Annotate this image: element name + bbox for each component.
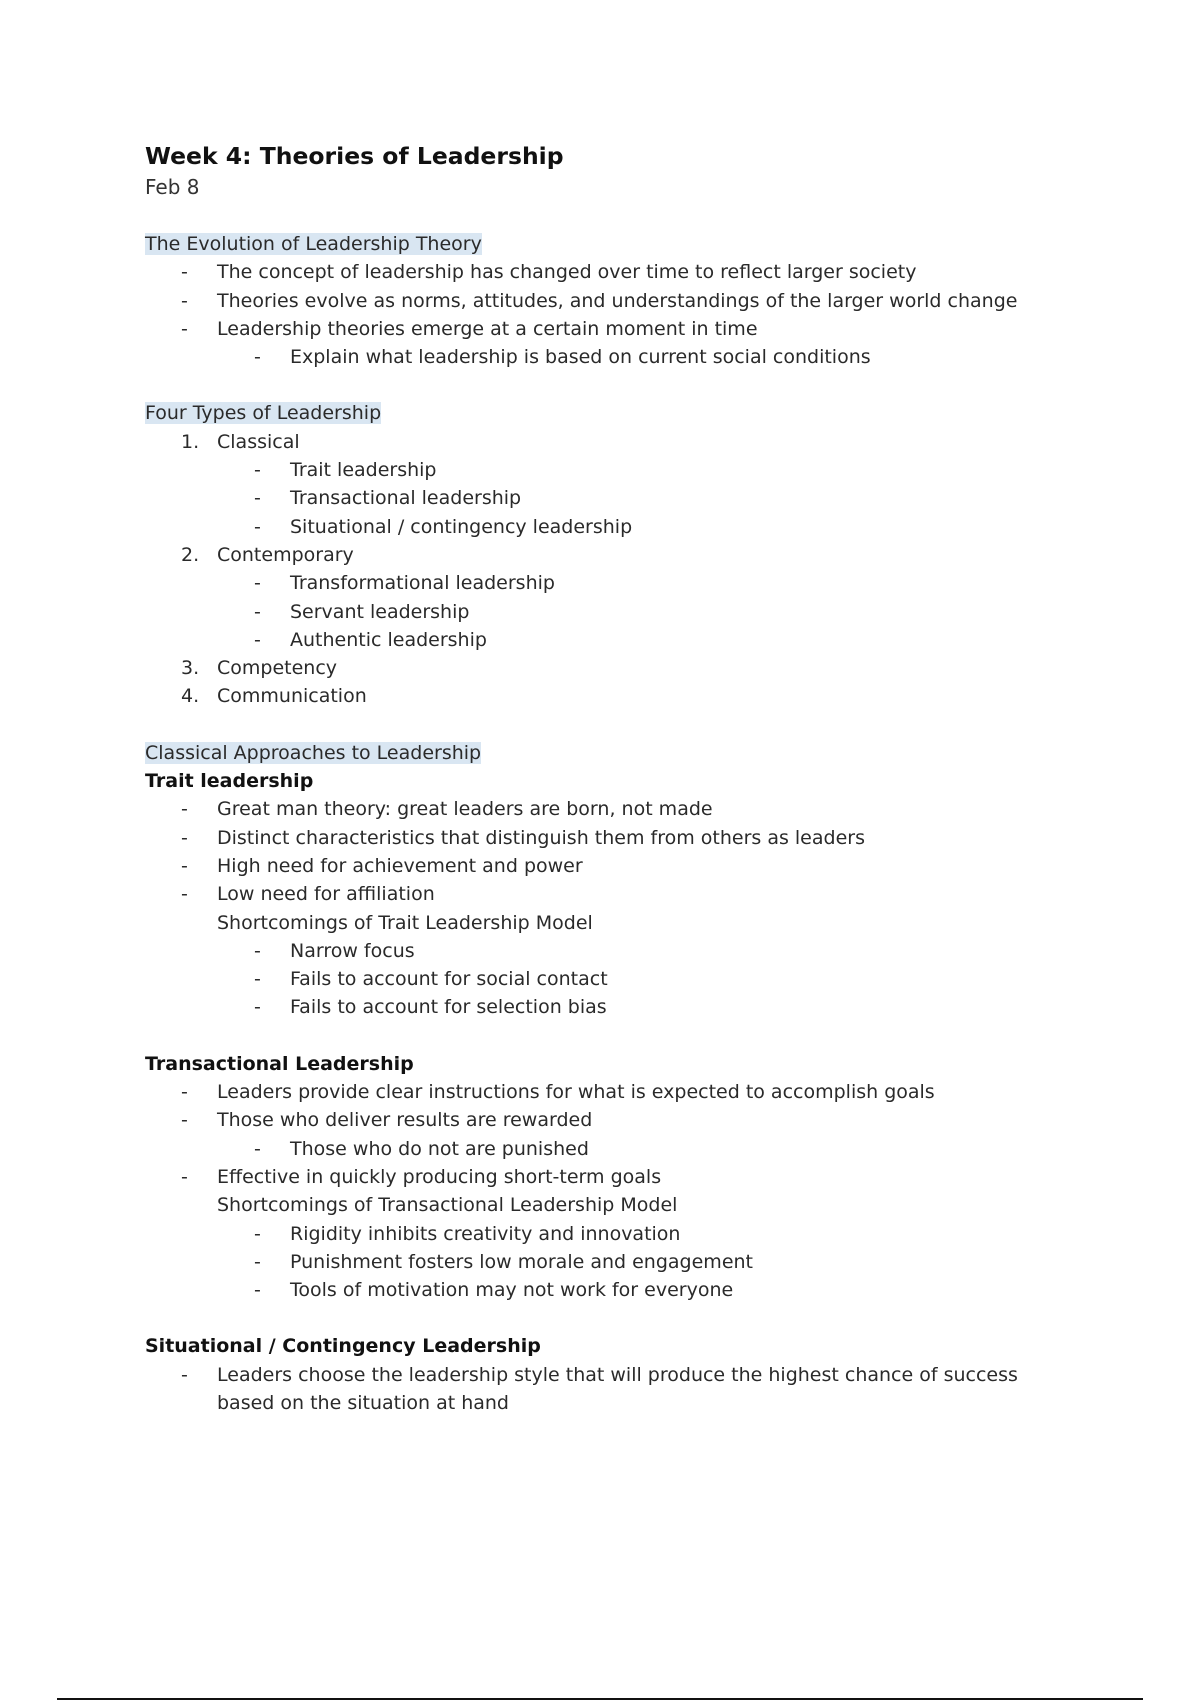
bullet-dash: - — [254, 1250, 261, 1273]
numbered-item: 4. Communication — [181, 685, 367, 708]
sub-list-item: - Transactional leadership — [145, 484, 1105, 512]
numbered-item: 2. Contemporary — [181, 543, 354, 566]
section-types — [145, 399, 1105, 710]
bullet-dash: - — [181, 826, 188, 849]
sub-list-item: - Trait leadership — [145, 456, 1105, 484]
document-page — [145, 140, 1105, 1417]
bullet-dash: - — [181, 1165, 188, 1188]
list-item: - Those who deliver results are rewarded — [145, 1106, 1105, 1134]
bullet-dash: - — [181, 261, 188, 284]
numbered-item: 1. Classical — [181, 430, 300, 453]
subheading-transactional: Transactional Leadership — [145, 1052, 414, 1075]
numbered-item: 3. Competency — [181, 657, 338, 680]
bullet-dash: - — [181, 1363, 188, 1386]
bullet-dash: - — [254, 572, 261, 595]
sub-list-item: - Transformational leadership — [145, 569, 1105, 597]
bullet-dash: - — [254, 996, 261, 1019]
sub-list-item: - Fails to account for selection bias — [145, 993, 1105, 1021]
bullet-dash: - — [181, 289, 188, 312]
bullet-dash: - — [254, 1279, 261, 1302]
list-item: - Great man theory: great leaders are born, not made — [145, 795, 1105, 823]
section-heading-evolution: The Evolution of Leadership Theory — [145, 233, 482, 255]
bullet-dash: - — [254, 939, 261, 962]
bullet-dash: - — [254, 459, 261, 482]
sub-list-item: - Explain what leadership is based on current social conditions — [145, 343, 1105, 371]
list-item: - Low need for affiliation — [145, 880, 1105, 908]
section-heading-types: Four Types of Leadership — [145, 402, 382, 425]
page-title: Week 4: Theories of Leadership — [145, 142, 564, 170]
list-item: - Distinct characteristics that distinguish them from others as leaders — [145, 824, 1105, 852]
list-item: - Effective in quickly producing short-term goals — [145, 1163, 1105, 1191]
bullet-dash: - — [254, 600, 261, 623]
bullet-dash: - — [181, 883, 188, 906]
bullet-dash: - — [181, 798, 188, 821]
bullet-dash: - — [181, 317, 188, 340]
bullet-dash: - — [181, 1081, 188, 1104]
bullet-dash: - — [254, 515, 261, 538]
list-item: - Leaders choose the leadership style that will produce the highest chance of success based on the situation at hand — [145, 1361, 1105, 1418]
sub-list-item: - Servant leadership — [145, 598, 1105, 626]
page-date: Feb 8 — [145, 175, 200, 199]
bullet-dash: - — [254, 1137, 261, 1160]
sub-list-item: - Narrow focus — [145, 937, 1105, 965]
shortcomings-label: Shortcomings of Transactional Leadership Model — [217, 1194, 678, 1217]
sub-list-item: - Those who do not are punished — [145, 1135, 1105, 1163]
bullet-dash: - — [181, 1109, 188, 1132]
shortcomings-label: Shortcomings of Trait Leadership Model — [217, 911, 593, 934]
section-heading-classical: Classical Approaches to Leadership — [145, 741, 482, 764]
list-item: - Leaders provide clear instructions for what is expected to accomplish goals — [145, 1078, 1105, 1106]
sub-list-item: - Tools of motivation may not work for everyone — [145, 1276, 1105, 1304]
bullet-dash: - — [254, 628, 261, 651]
bullet-dash: - — [254, 346, 261, 369]
sub-list-item: - Situational / contingency leadership — [145, 513, 1105, 541]
section-evolution — [145, 230, 1105, 371]
sub-list-item: - Authentic leadership — [145, 626, 1105, 654]
sub-list-item: - Punishment fosters low morale and engagement — [145, 1248, 1105, 1276]
bullet-dash: - — [181, 854, 188, 877]
list-item: - The concept of leadership has changed over time to reflect larger society — [145, 258, 1105, 286]
subheading-trait: Trait leadership — [145, 770, 314, 793]
bullet-dash: - — [254, 1222, 261, 1245]
bullet-dash: - — [254, 487, 261, 510]
subheading-situational: Situational / Contingency Leadership — [145, 1335, 541, 1358]
sub-list-item: - Rigidity inhibits creativity and innovation — [145, 1220, 1105, 1248]
bullet-dash: - — [254, 968, 261, 991]
sub-list-item: - Fails to account for social contact — [145, 965, 1105, 993]
list-item: - High need for achievement and power — [145, 852, 1105, 880]
list-item: - Leadership theories emerge at a certain moment in time — [145, 315, 1105, 343]
list-item: - Theories evolve as norms, attitudes, and understandings of the larger world change — [145, 287, 1105, 315]
section-classical-approaches — [145, 739, 1105, 1418]
